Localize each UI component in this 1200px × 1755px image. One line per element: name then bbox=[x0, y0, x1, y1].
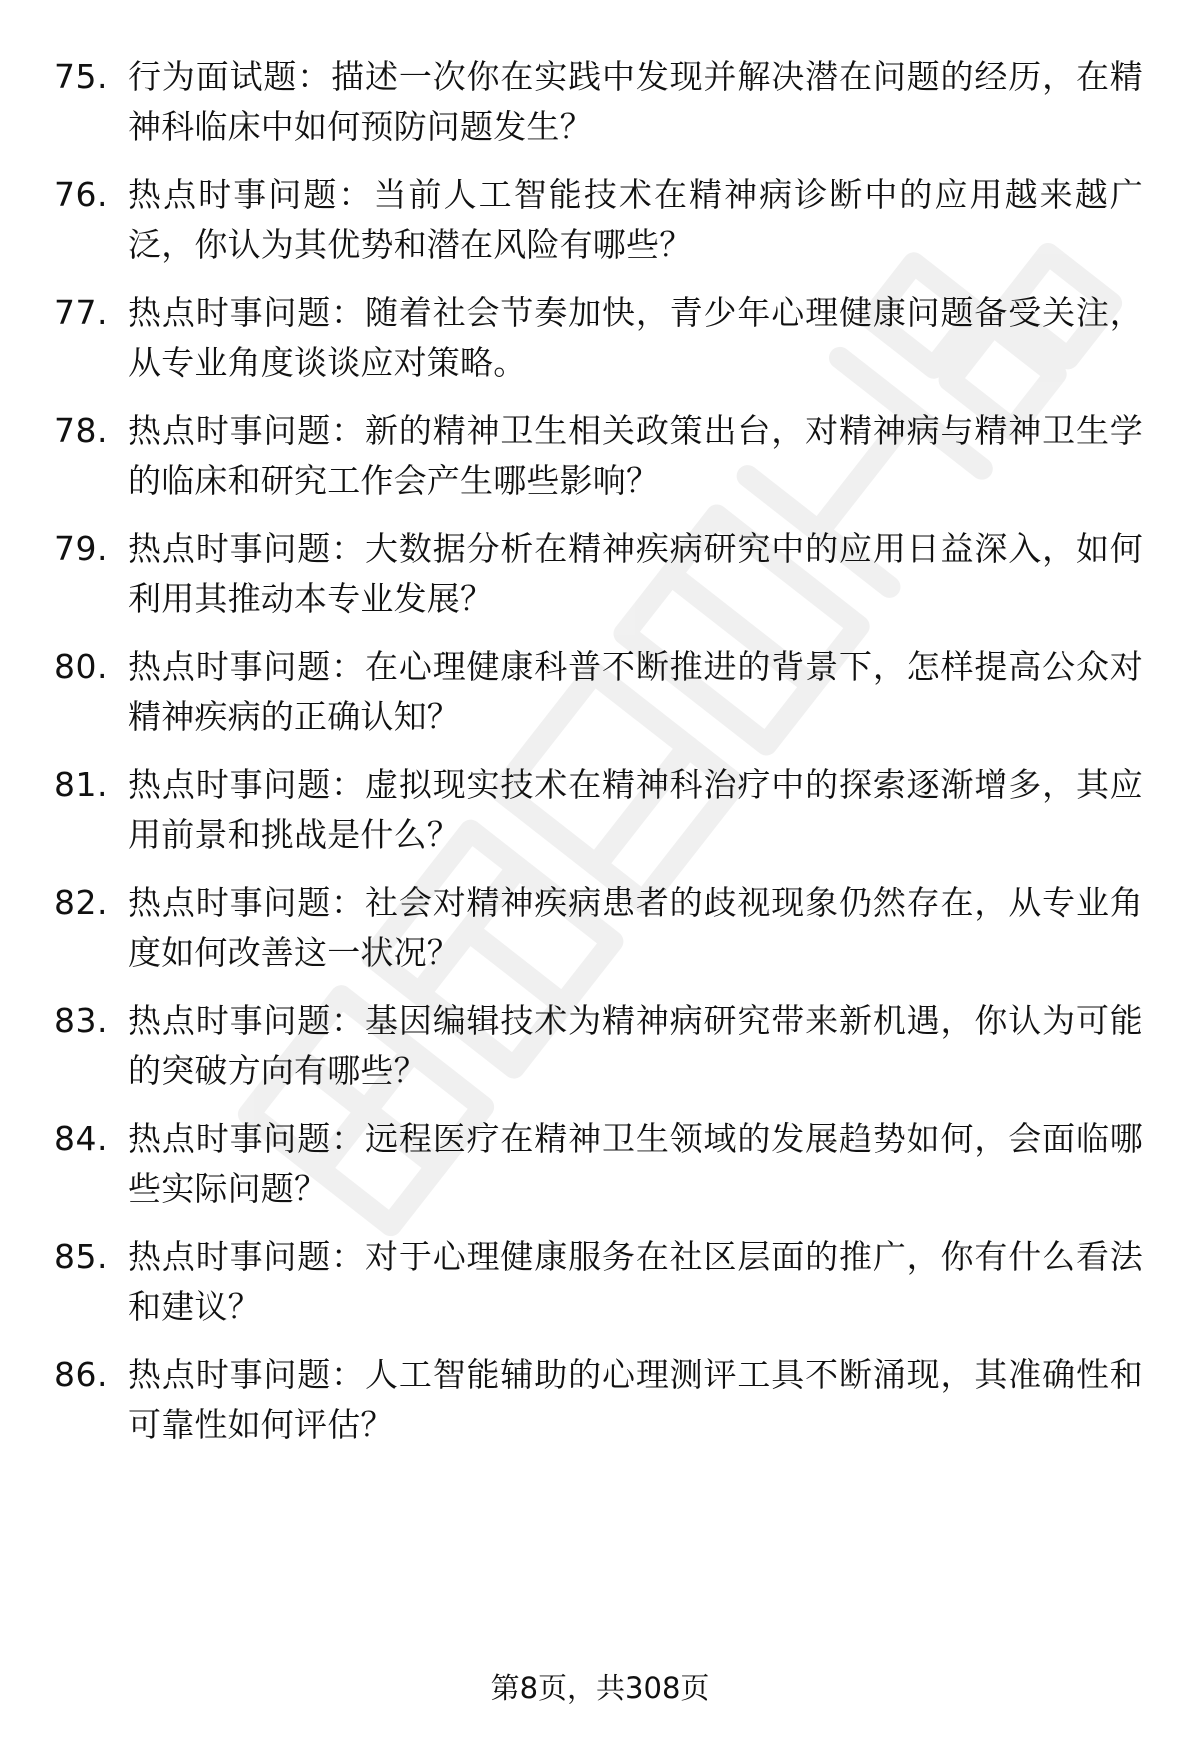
question-number: 76. bbox=[54, 175, 108, 214]
question-number: 79. bbox=[54, 529, 108, 568]
question-number: 83. bbox=[54, 1001, 108, 1040]
question-number: 77. bbox=[54, 293, 108, 332]
question-text: 行为面试题：描述一次你在实践中发现并解决潜在问题的经历，在精神科临床中如何预防问题发生？ bbox=[128, 57, 1143, 146]
question-number: 80. bbox=[54, 647, 108, 686]
question-number: 84. bbox=[54, 1119, 108, 1158]
question-number: 85. bbox=[54, 1237, 108, 1276]
question-text: 热点时事问题：人工智能辅助的心理测评工具不断涌现，其准确性和可靠性如何评估？ bbox=[128, 1355, 1143, 1444]
question-text: 热点时事问题：社会对精神疾病患者的歧视现象仍然存在，从专业角度如何改善这一状况？ bbox=[128, 883, 1143, 972]
list-item bbox=[0, 170, 1200, 280]
question-text: 热点时事问题：远程医疗在精神卫生领域的发展趋势如何，会面临哪些实际问题？ bbox=[128, 1119, 1143, 1208]
list-item bbox=[0, 642, 1200, 752]
question-number: 75. bbox=[54, 57, 108, 96]
list-item bbox=[0, 1232, 1200, 1342]
list-item bbox=[0, 524, 1200, 634]
list-item bbox=[0, 996, 1200, 1106]
list-item bbox=[0, 406, 1200, 516]
question-text: 热点时事问题：新的精神卫生相关政策出台，对精神病与精神卫生学的临床和研究工作会产生哪些影响？ bbox=[128, 411, 1143, 500]
question-text: 热点时事问题：基因编辑技术为精神病研究带来新机遇，你认为可能的突破方向有哪些？ bbox=[128, 1001, 1143, 1090]
question-number: 78. bbox=[54, 411, 108, 450]
question-text: 热点时事问题：大数据分析在精神疾病研究中的应用日益深入，如何利用其推动本专业发展？ bbox=[128, 529, 1143, 618]
list-item bbox=[0, 52, 1200, 162]
question-text: 热点时事问题：随着社会节奏加快，青少年心理健康问题备受关注，从专业角度谈谈应对策略。 bbox=[128, 293, 1143, 382]
list-item bbox=[0, 288, 1200, 398]
question-number: 82. bbox=[54, 883, 108, 922]
list-item bbox=[0, 760, 1200, 870]
question-text: 热点时事问题：在心理健康科普不断推进的背景下，怎样提高公众对精神疾病的正确认知？ bbox=[128, 647, 1143, 736]
list-item bbox=[0, 1350, 1200, 1460]
list-item bbox=[0, 878, 1200, 988]
question-number: 86. bbox=[54, 1355, 108, 1394]
list-item bbox=[0, 1114, 1200, 1224]
question-text: 热点时事问题：虚拟现实技术在精神科治疗中的探索逐渐增多，其应用前景和挑战是什么？ bbox=[128, 765, 1143, 854]
page-number-footer: 第8页，共308页 bbox=[490, 1671, 710, 1705]
question-text: 热点时事问题：当前人工智能技术在精神病诊断中的应用越来越广泛，你认为其优势和潜在风险有哪些？ bbox=[128, 175, 1143, 264]
question-text: 热点时事问题：对于心理健康服务在社区层面的推广，你有什么看法和建议？ bbox=[128, 1237, 1143, 1326]
question-number: 81. bbox=[54, 765, 108, 804]
